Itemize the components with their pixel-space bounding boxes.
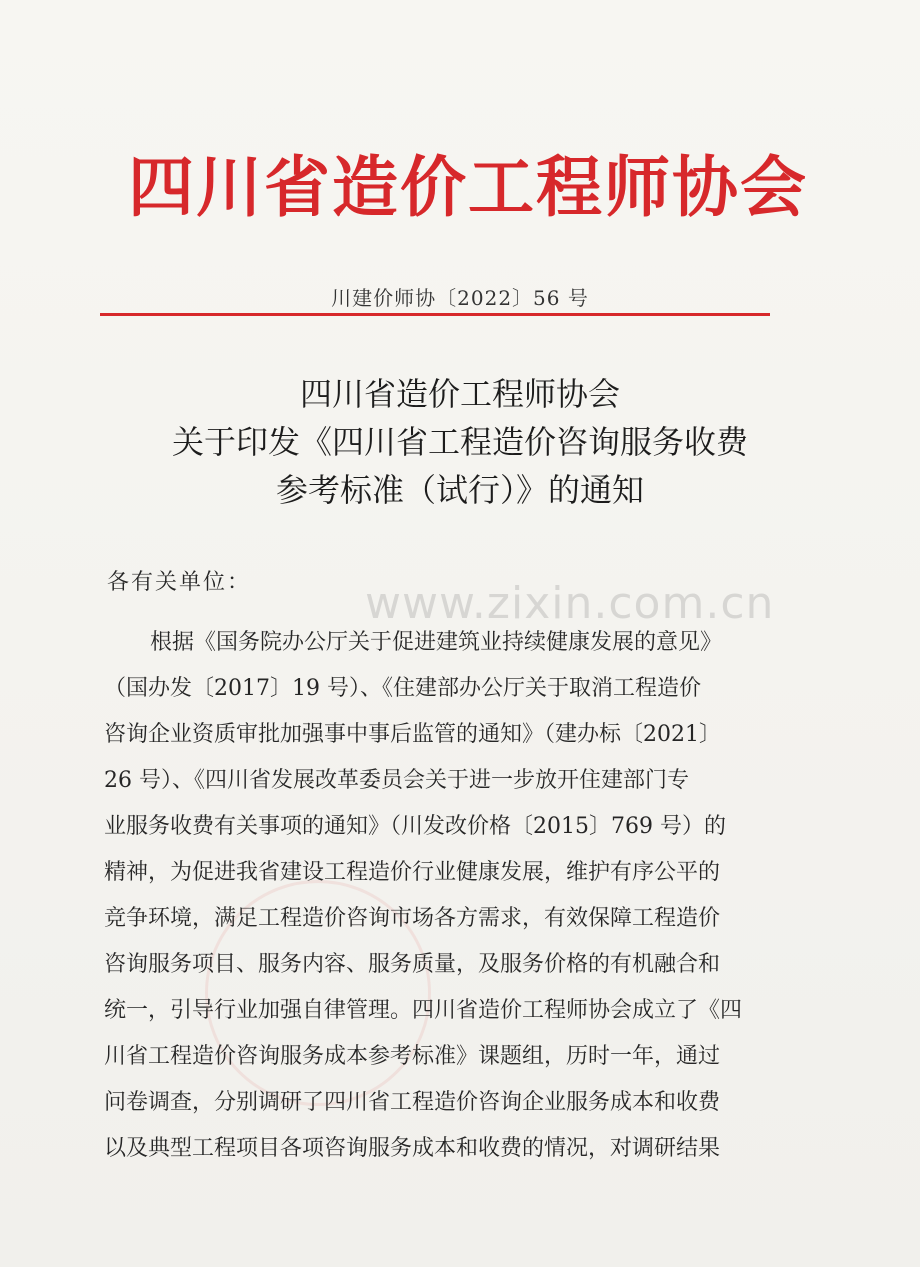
- salutation: 各有关单位：: [107, 570, 252, 595]
- notice-title-line: 关于印发《四川省工程造价咨询服务收费: [171, 423, 748, 461]
- body-line: 咨询服务项目、服务内容、服务质量，及服务价格的有机融合和: [104, 952, 721, 977]
- body-line: 业服务收费有关事项的通知》（川发改价格〔2015〕769 号）的: [104, 814, 726, 839]
- notice-title: [0, 370, 920, 514]
- watermark: www.zixin.com.cn: [365, 578, 775, 629]
- body-line: 咨询企业资质审批加强事中事后监管的通知》（建办标〔2021〕: [104, 722, 721, 747]
- body-line: 以及典型工程项目各项咨询服务成本和收费的情况，对调研结果: [104, 1136, 721, 1161]
- body-line: 根据《国务院办公厅关于促进建筑业持续健康发展的意见》: [150, 630, 723, 655]
- document-number: 川建价师协〔2022〕56 号: [331, 286, 589, 310]
- body-line: 川省工程造价咨询服务成本参考标准》课题组，历时一年，通过: [104, 1044, 721, 1069]
- letterhead-title: 四川省造价工程师协会: [128, 149, 808, 226]
- body-line: （国办发〔2017〕19 号）、《住建部办公厅关于取消工程造价: [104, 676, 701, 701]
- body-line: 统一，引导行业加强自律管理。四川省造价工程师协会成立了《四: [104, 998, 743, 1023]
- notice-title-line: 参考标准（试行）》的通知: [275, 471, 644, 509]
- body-text: [104, 620, 768, 1172]
- red-divider-line: [100, 313, 770, 316]
- body-line: 精神，为促进我省建设工程造价行业健康发展，维护有序公平的: [104, 860, 721, 885]
- notice-title-line: 四川省造价工程师协会: [299, 375, 620, 413]
- body-line: 26 号）、《四川省发展改革委员会关于进一步放开住建部门专: [104, 768, 689, 793]
- body-line: 问卷调查，分别调研了四川省工程造价咨询企业服务成本和收费: [104, 1090, 721, 1115]
- body-line: 竞争环境，满足工程造价咨询市场各方需求，有效保障工程造价: [104, 906, 721, 931]
